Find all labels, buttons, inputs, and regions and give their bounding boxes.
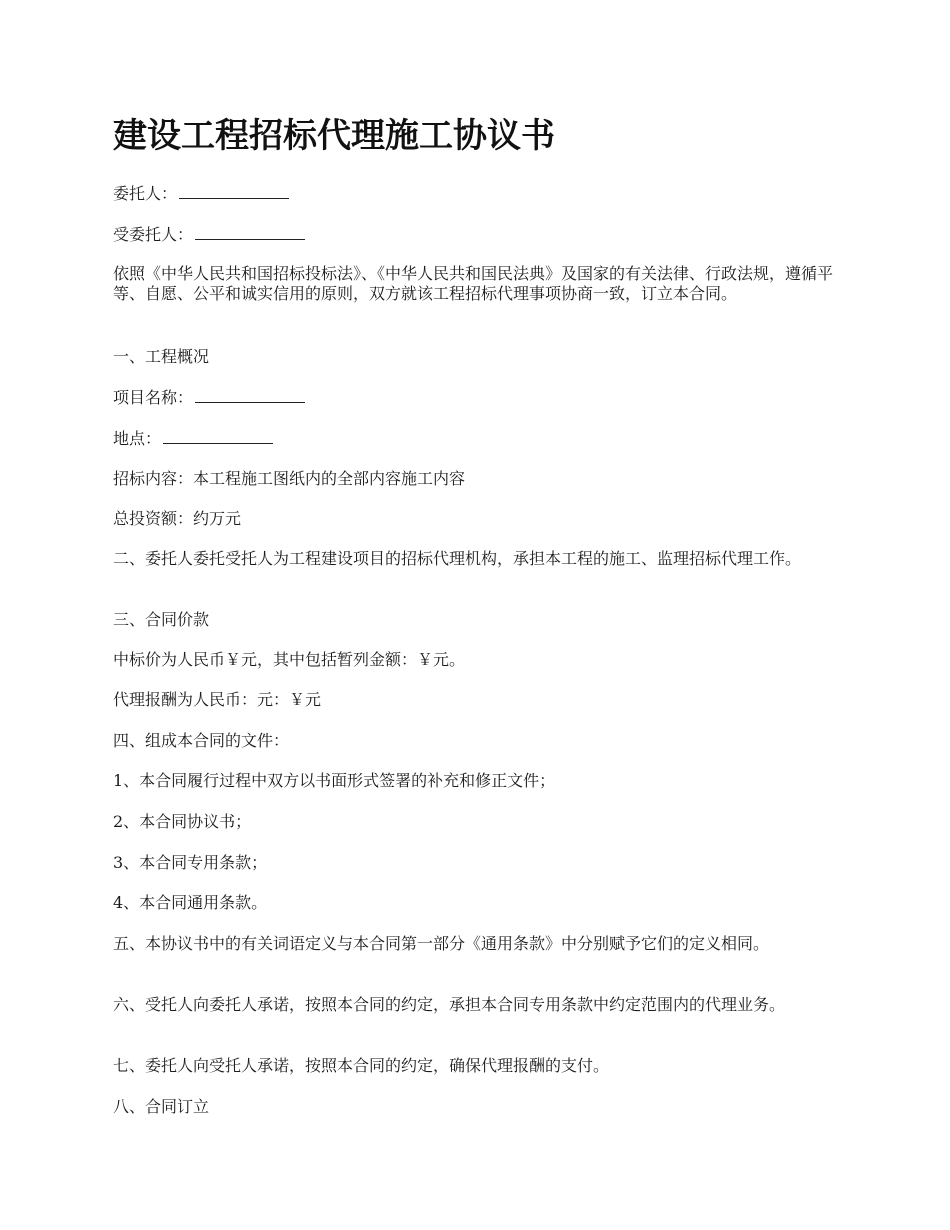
section5-paragraph: 五、本协议书中的有关词语定义与本合同第一部分《通用条款》中分别赋予它们的定义相同。 [113, 934, 770, 953]
document-title: 建设工程招标代理施工协议书 [113, 116, 555, 156]
section3-heading: 三、合同价款 [113, 610, 210, 629]
project-name-blank [195, 388, 305, 403]
section6-paragraph: 六、受托人向委托人承诺，按照本合同的约定，承担本合同专用条款中约定范围内的代理业务。 [113, 995, 786, 1014]
client-blank [179, 184, 289, 199]
location-line [113, 429, 848, 449]
bid-price: 中标价为人民币￥元，其中包括暂列金额：￥元。 [113, 650, 466, 669]
doc-item-3: 3、本合同专用条款； [113, 853, 268, 872]
section2-paragraph: 二、委托人委托受托人为工程建设项目的招标代理机构，承担本工程的施工、监理招标代理工作。 [113, 549, 802, 568]
doc-item-2: 2、本合同协议书； [113, 812, 252, 831]
location-label: 地点： [113, 429, 162, 448]
section8-heading: 八、合同订立 [113, 1097, 210, 1116]
project-name-line [113, 388, 848, 408]
client-label: 委托人： [113, 184, 178, 203]
total-investment: 总投资额：约万元 [113, 509, 242, 528]
intro-paragraph: 依照《中华人民共和国招标投标法》、《中华人民共和国民法典》及国家的有关法律、行政法规，遵循平等、自愿、公平和诚实信用的原则，双方就该工程招标代理事项协商一致，订立本合同。 [113, 264, 834, 303]
agent-line [113, 225, 848, 245]
section4-heading: 四、组成本合同的文件： [113, 731, 290, 750]
location-blank [163, 429, 273, 444]
doc-item-4: 4、本合同通用条款。 [113, 893, 268, 912]
doc-item-1: 1、本合同履行过程中双方以书面形式签署的补充和修正文件； [113, 771, 556, 790]
project-name-label: 项目名称： [113, 388, 194, 407]
agent-blank [195, 225, 305, 240]
bidding-content: 招标内容：本工程施工图纸内的全部内容施工内容 [113, 469, 466, 488]
section7-paragraph: 七、委托人向受托人承诺，按照本合同的约定，确保代理报酬的支付。 [113, 1056, 610, 1075]
section1-heading: 一、工程概况 [113, 347, 210, 366]
agent-label: 受委托人： [113, 225, 194, 244]
client-line [113, 184, 848, 204]
agency-fee: 代理报酬为人民币：元：￥元 [113, 690, 322, 709]
